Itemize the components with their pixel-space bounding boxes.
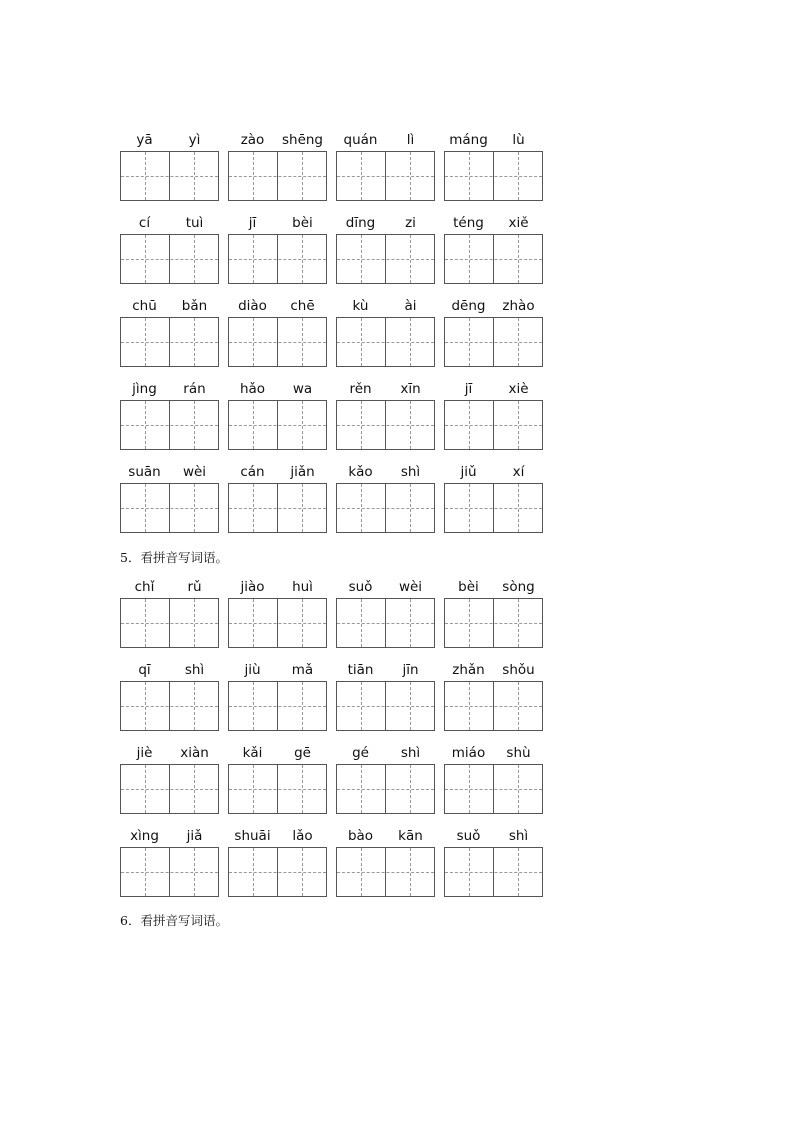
guide-line-horizontal — [229, 508, 326, 509]
writing-grid — [444, 234, 543, 284]
guide-line-horizontal — [229, 706, 326, 707]
guide-line-horizontal — [121, 425, 218, 426]
pinyin-label: lǎo — [292, 828, 313, 844]
guide-line-horizontal — [445, 623, 542, 624]
writing-grid — [444, 681, 543, 731]
word-item — [120, 463, 219, 533]
pinyin-label: yì — [188, 132, 201, 148]
guide-line-horizontal — [445, 706, 542, 707]
pinyin-label: bèi — [458, 579, 479, 595]
guide-line-horizontal — [229, 623, 326, 624]
pinyin-label: suǒ — [456, 828, 481, 844]
writing-grid — [444, 764, 543, 814]
guide-line-horizontal — [121, 623, 218, 624]
word-item — [444, 380, 543, 450]
word-row — [0, 578, 794, 648]
pinyin-label: zhào — [502, 298, 535, 314]
writing-grid — [444, 598, 543, 648]
word-item — [120, 578, 219, 648]
pinyin-label: shì — [400, 464, 421, 480]
word-item — [228, 214, 327, 284]
writing-grid — [120, 234, 219, 284]
writing-grid — [228, 234, 327, 284]
pinyin-label: quán — [343, 132, 378, 148]
pinyin-label: chǐ — [134, 579, 155, 595]
word-item — [228, 744, 327, 814]
writing-grid — [336, 483, 435, 533]
word-item — [120, 827, 219, 897]
writing-grid — [228, 598, 327, 648]
word-item — [336, 297, 435, 367]
pinyin-label: miáo — [451, 745, 486, 761]
pinyin-label: kǎi — [242, 745, 263, 761]
pinyin-label: cán — [240, 464, 265, 480]
pinyin-label: rán — [183, 381, 206, 397]
pinyin-label: jiù — [244, 662, 261, 678]
word-item — [444, 578, 543, 648]
pinyin-label: xìng — [130, 828, 159, 844]
guide-line-horizontal — [337, 342, 434, 343]
pinyin-label: lù — [512, 132, 525, 148]
guide-line-horizontal — [229, 342, 326, 343]
writing-grid — [336, 681, 435, 731]
writing-grid — [120, 400, 219, 450]
word-row — [0, 744, 794, 814]
word-item — [228, 827, 327, 897]
pinyin-label: yā — [136, 132, 153, 148]
pinyin-label: tuì — [185, 215, 204, 231]
writing-grid — [336, 598, 435, 648]
word-row — [0, 297, 794, 367]
writing-grid — [120, 317, 219, 367]
writing-grid — [336, 317, 435, 367]
pinyin-label: dīng — [345, 215, 376, 231]
word-item — [336, 744, 435, 814]
pinyin-label: bào — [347, 828, 374, 844]
word-item — [228, 131, 327, 201]
pinyin-label: jī — [248, 215, 257, 231]
pinyin-label: chū — [132, 298, 157, 314]
pinyin-label: gé — [352, 745, 369, 761]
word-row — [0, 463, 794, 533]
word-item — [444, 463, 543, 533]
guide-line-horizontal — [121, 508, 218, 509]
guide-line-horizontal — [445, 176, 542, 177]
pinyin-label: rǔ — [187, 579, 202, 595]
pinyin-label: rěn — [349, 381, 372, 397]
guide-line-horizontal — [121, 259, 218, 260]
pinyin-label: jiè — [136, 745, 153, 761]
pinyin-label: xīn — [400, 381, 421, 397]
guide-line-horizontal — [445, 872, 542, 873]
writing-grid — [336, 234, 435, 284]
word-item — [120, 297, 219, 367]
pinyin-label: kǎo — [348, 464, 373, 480]
pinyin-label: zi — [405, 215, 416, 231]
word-row — [0, 661, 794, 731]
word-item — [228, 661, 327, 731]
guide-line-horizontal — [445, 789, 542, 790]
word-item — [336, 827, 435, 897]
pinyin-label: xí — [512, 464, 525, 480]
writing-grid — [228, 400, 327, 450]
word-item — [336, 380, 435, 450]
writing-grid — [120, 483, 219, 533]
writing-grid — [228, 483, 327, 533]
word-item — [444, 214, 543, 284]
guide-line-horizontal — [229, 176, 326, 177]
writing-grid — [228, 681, 327, 731]
writing-grid — [444, 317, 543, 367]
pinyin-label: diào — [238, 298, 267, 314]
writing-grid — [336, 400, 435, 450]
pinyin-label: máng — [449, 132, 488, 148]
word-item — [120, 744, 219, 814]
pinyin-label: huì — [292, 579, 313, 595]
pinyin-label: dēng — [451, 298, 486, 314]
word-item — [336, 463, 435, 533]
guide-line-horizontal — [445, 342, 542, 343]
writing-grid — [120, 681, 219, 731]
pinyin-label: shì — [508, 828, 529, 844]
pinyin-label: lì — [406, 132, 415, 148]
guide-line-horizontal — [337, 259, 434, 260]
pinyin-label: bèi — [292, 215, 313, 231]
pinyin-label: jiǎn — [290, 464, 315, 480]
pinyin-label: shēng — [281, 132, 324, 148]
section-heading: 5．看拼音写词语。 — [120, 550, 228, 565]
word-item — [444, 744, 543, 814]
word-item — [444, 297, 543, 367]
pinyin-label: mǎ — [291, 662, 314, 678]
writing-grid — [228, 764, 327, 814]
pinyin-label: gē — [294, 745, 311, 761]
pinyin-label: jīn — [402, 662, 419, 678]
pinyin-label: xiàn — [180, 745, 209, 761]
pinyin-label: hǎo — [239, 381, 266, 397]
guide-line-horizontal — [337, 623, 434, 624]
pinyin-label: shù — [506, 745, 531, 761]
pinyin-label: tiān — [347, 662, 374, 678]
pinyin-label: wèi — [182, 464, 207, 480]
writing-grid — [120, 598, 219, 648]
word-item — [120, 380, 219, 450]
word-item — [336, 214, 435, 284]
pinyin-label: suān — [128, 464, 161, 480]
guide-line-horizontal — [121, 176, 218, 177]
writing-grid — [120, 764, 219, 814]
writing-grid — [444, 847, 543, 897]
pinyin-label: shuāi — [234, 828, 271, 844]
word-item — [444, 661, 543, 731]
guide-line-horizontal — [229, 872, 326, 873]
guide-line-horizontal — [229, 789, 326, 790]
pinyin-label: jiǎ — [186, 828, 203, 844]
pinyin-label: shì — [400, 745, 421, 761]
word-item — [120, 131, 219, 201]
pinyin-label: qī — [138, 662, 151, 678]
pinyin-label: xiě — [508, 215, 529, 231]
writing-grid — [336, 764, 435, 814]
pinyin-label: suǒ — [348, 579, 373, 595]
guide-line-horizontal — [445, 508, 542, 509]
pinyin-label: téng — [453, 215, 484, 231]
word-item — [336, 661, 435, 731]
writing-grid — [444, 400, 543, 450]
guide-line-horizontal — [337, 872, 434, 873]
pinyin-label: kān — [398, 828, 423, 844]
writing-grid — [444, 483, 543, 533]
section-heading: 6．看拼音写词语。 — [120, 913, 228, 928]
pinyin-label: wa — [292, 381, 313, 397]
guide-line-horizontal — [229, 425, 326, 426]
writing-grid — [228, 847, 327, 897]
pinyin-label: shì — [184, 662, 205, 678]
pinyin-label: chē — [290, 298, 315, 314]
word-row — [0, 380, 794, 450]
word-item — [336, 578, 435, 648]
pinyin-label: xiè — [508, 381, 529, 397]
writing-grid — [120, 847, 219, 897]
writing-grid — [336, 847, 435, 897]
guide-line-horizontal — [337, 425, 434, 426]
pinyin-label: ài — [404, 298, 417, 314]
word-item — [228, 578, 327, 648]
guide-line-horizontal — [121, 706, 218, 707]
word-row — [0, 214, 794, 284]
word-item — [120, 214, 219, 284]
writing-grid — [228, 317, 327, 367]
guide-line-horizontal — [337, 706, 434, 707]
writing-grid — [336, 151, 435, 201]
word-row — [0, 827, 794, 897]
guide-line-horizontal — [337, 176, 434, 177]
writing-grid — [444, 151, 543, 201]
pinyin-label: jìng — [132, 381, 157, 397]
pinyin-label: jī — [464, 381, 473, 397]
pinyin-label: sòng — [502, 579, 535, 595]
word-item — [120, 661, 219, 731]
word-row — [0, 131, 794, 201]
word-item — [444, 131, 543, 201]
writing-grid — [228, 151, 327, 201]
pinyin-label: zào — [240, 132, 265, 148]
pinyin-label: shǒu — [502, 662, 535, 678]
guide-line-horizontal — [121, 342, 218, 343]
guide-line-horizontal — [337, 508, 434, 509]
word-item — [228, 297, 327, 367]
writing-grid — [120, 151, 219, 201]
guide-line-horizontal — [445, 259, 542, 260]
pinyin-label: cí — [138, 215, 151, 231]
pinyin-label: zhǎn — [452, 662, 485, 678]
pinyin-label: bǎn — [181, 298, 208, 314]
word-item — [228, 463, 327, 533]
guide-line-horizontal — [121, 872, 218, 873]
pinyin-label: jiào — [240, 579, 265, 595]
word-item — [444, 827, 543, 897]
pinyin-label: jiǔ — [460, 464, 477, 480]
word-item — [228, 380, 327, 450]
guide-line-horizontal — [445, 425, 542, 426]
guide-line-horizontal — [121, 789, 218, 790]
guide-line-horizontal — [337, 789, 434, 790]
guide-line-horizontal — [229, 259, 326, 260]
pinyin-label: kù — [352, 298, 369, 314]
word-item — [336, 131, 435, 201]
pinyin-label: wèi — [398, 579, 423, 595]
